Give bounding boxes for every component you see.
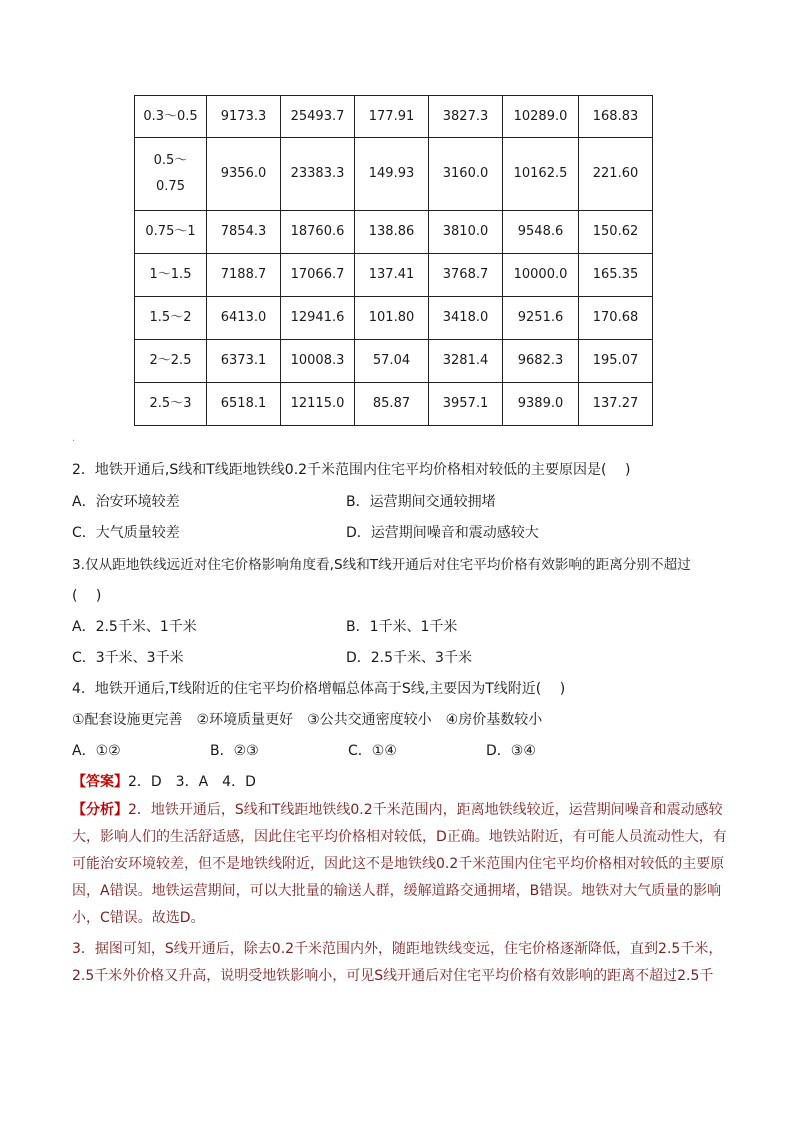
- value-cell: 170.68: [579, 297, 653, 340]
- q2-option-d: D．运营期间噪音和震动感较大: [346, 525, 539, 541]
- value-cell: 101.80: [355, 297, 429, 340]
- value-cell: 137.27: [579, 383, 653, 426]
- table-row: [135, 254, 653, 297]
- distance-cell: 2～2.5: [135, 340, 207, 383]
- value-cell: 6373.1: [207, 340, 281, 383]
- table-row: [135, 297, 653, 340]
- value-cell: 3810.0: [429, 211, 503, 254]
- distance-cell: 0.75～1: [135, 211, 207, 254]
- value-cell: 149.93: [355, 138, 429, 211]
- q4-option-d: D．③④: [486, 743, 536, 759]
- table-row: [135, 138, 653, 211]
- q2-option-c: C．大气质量较差: [72, 525, 180, 541]
- value-cell: 10000.0: [503, 254, 579, 297]
- q4-option-c: C．①④: [348, 743, 397, 759]
- distance-cell: 0.3～0.5: [135, 96, 207, 138]
- analysis-text-2: 2．地铁开通后，S线和T线距地铁线0.2千米范围内，距离地铁线较近，运营期间噪音和震动感较大，影响人们的生活舒适感，因此住宅平均价格相对较低，D正确。地铁站附近，有可能人员流动性大，有可能治安环境较差，但不是地铁线附近，因此这不是地铁线0.2千米范围内住宅平均价格相对较低的主要原因，A错误。地铁运营期间，可以大批量的输送人群，缓解道路交通拥堵，B错误。地铁对大气质量的影响小，C错误。故选D。: [72, 802, 727, 926]
- table-row: [135, 383, 653, 426]
- q3-option-b: B．1千米、1千米: [346, 619, 458, 635]
- analysis-tag: 【分析】: [72, 802, 128, 818]
- value-cell: 85.87: [355, 383, 429, 426]
- analysis-paragraph-2: [72, 797, 732, 932]
- answer-line: [72, 771, 256, 791]
- q3-stem: 3.仅从距地铁线远近对住宅价格影响角度看,S线和T线开通后对住宅平均价格有效影响的距离分别不超过: [72, 557, 691, 573]
- value-cell: 12115.0: [281, 383, 355, 426]
- value-cell: 9356.0: [207, 138, 281, 211]
- value-cell: 3957.1: [429, 383, 503, 426]
- value-cell: 10008.3: [281, 340, 355, 383]
- q4-option-a: A．①②: [72, 743, 121, 759]
- answer-text: 2．D 3．A 4．D: [128, 774, 256, 790]
- q2-stem: 2．地铁开通后,S线和T线距地铁线0.2千米范围内住宅平均价格相对较低的主要原因是( ): [72, 462, 631, 478]
- q4-option-b: B．②③: [210, 743, 259, 759]
- value-cell: 138.86: [355, 211, 429, 254]
- q4-items: ①配套设施更完善 ②环境质量更好 ③公共交通密度较小 ④房价基数较小: [72, 712, 543, 728]
- value-cell: 17066.7: [281, 254, 355, 297]
- value-cell: 9251.6: [503, 297, 579, 340]
- value-cell: 221.60: [579, 138, 653, 211]
- value-cell: 57.04: [355, 340, 429, 383]
- analysis-paragraph-3: 3．据图可知，S线开通后，除去0.2千米范围内外，随距地铁线变远，住宅价格逐渐降低，直到2.5千米，2.5千米外价格又升高，说明受地铁影响小，可见S线开通后对住宅平均价格有效影响的距离不超过2.5千: [72, 941, 723, 984]
- paragraph-marker: ·: [72, 436, 76, 447]
- value-cell: 195.07: [579, 340, 653, 383]
- value-cell: 25493.7: [281, 96, 355, 138]
- q3-stem-bracket: ( ): [72, 588, 102, 604]
- value-cell: 165.35: [579, 254, 653, 297]
- q3-option-a: A．2.5千米、1千米: [72, 619, 197, 635]
- distance-cell: 1～1.5: [135, 254, 207, 297]
- value-cell: 23383.3: [281, 138, 355, 211]
- value-cell: 7188.7: [207, 254, 281, 297]
- answer-tag: 【答案】: [72, 774, 128, 790]
- distance-cell: 2.5～3: [135, 383, 207, 426]
- value-cell: 9389.0: [503, 383, 579, 426]
- value-cell: 3768.7: [429, 254, 503, 297]
- value-cell: 6518.1: [207, 383, 281, 426]
- value-cell: 9682.3: [503, 340, 579, 383]
- value-cell: 10289.0: [503, 96, 579, 138]
- value-cell: 3827.3: [429, 96, 503, 138]
- value-cell: 137.41: [355, 254, 429, 297]
- q4-stem: 4．地铁开通后,T线附近的住宅平均价格增幅总体高于S线,主要因为T线附近( ): [72, 681, 566, 697]
- distance-cell: 0.5～ 0.75: [135, 138, 207, 211]
- value-cell: 3281.4: [429, 340, 503, 383]
- table-row: [135, 211, 653, 254]
- value-cell: 168.83: [579, 96, 653, 138]
- analysis-block: [72, 797, 732, 990]
- value-cell: 9548.6: [503, 211, 579, 254]
- q3-option-d: D．2.5千米、3千米: [346, 650, 472, 666]
- value-cell: 7854.3: [207, 211, 281, 254]
- q2-option-b: B．运营期间交通较拥堵: [346, 494, 496, 510]
- distance-cell: 1.5～2: [135, 297, 207, 340]
- value-cell: 6413.0: [207, 297, 281, 340]
- price-table: [134, 95, 653, 426]
- value-cell: 177.91: [355, 96, 429, 138]
- value-cell: 3418.0: [429, 297, 503, 340]
- table-row: [135, 96, 653, 138]
- value-cell: 3160.0: [429, 138, 503, 211]
- q2-option-a: A．治安环境较差: [72, 494, 180, 510]
- value-cell: 18760.6: [281, 211, 355, 254]
- value-cell: 12941.6: [281, 297, 355, 340]
- value-cell: 9173.3: [207, 96, 281, 138]
- value-cell: 150.62: [579, 211, 653, 254]
- table-row: [135, 340, 653, 383]
- value-cell: 10162.5: [503, 138, 579, 211]
- q3-option-c: C．3千米、3千米: [72, 650, 184, 666]
